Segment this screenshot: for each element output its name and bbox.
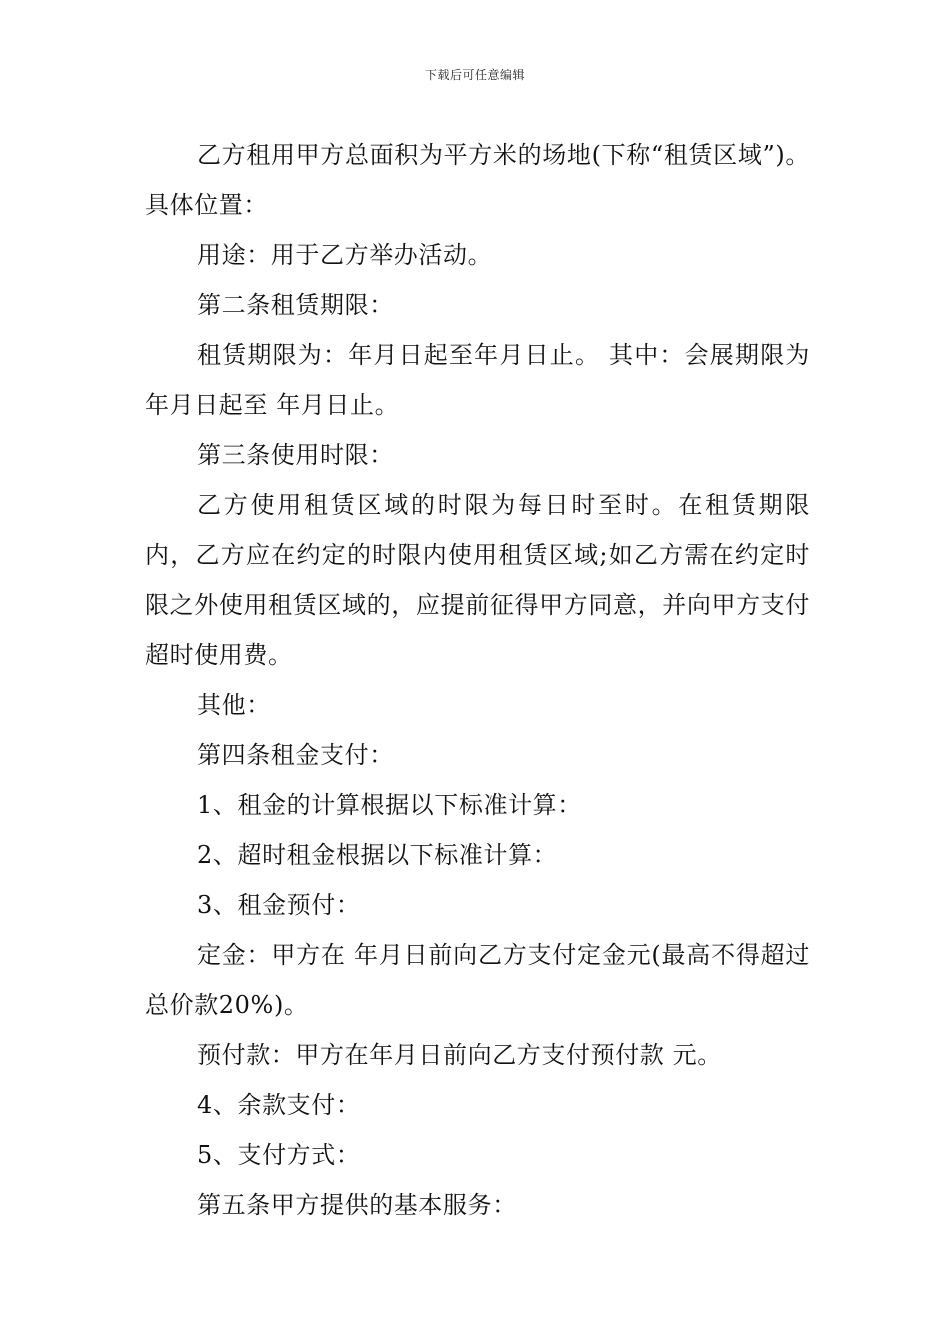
list-item-rent-prepayment: 3、租金预付： — [197, 891, 361, 919]
list-item-overtime-rent: 2、超时租金根据以下标准计算： — [197, 841, 558, 869]
page-header-note: 下载后可任意编辑 — [424, 68, 525, 82]
heading-article-2: 第二条租赁期限： — [197, 291, 394, 319]
paragraph-other: 其他： — [197, 691, 271, 719]
paragraph-deposit: 定金：甲方在 年月日前向乙方支付定金元(最高不得超过总价款20%)。 — [145, 941, 810, 1019]
heading-article-3: 第三条使用时限： — [197, 441, 394, 469]
document-body — [145, 130, 810, 1230]
list-item-rent-calculation: 1、租金的计算根据以下标准计算： — [197, 791, 582, 819]
heading-article-5: 第五条甲方提供的基本服务： — [197, 1191, 517, 1219]
paragraph-usage-hours: 乙方使用租赁区域的时限为每日时至时。在租赁期限内，乙方应在约定的时限内使用租赁区域;如乙方需在约定时限之外使用租赁区域的，应提前征得甲方同意，并向甲方支付超时使用费。 — [145, 491, 810, 669]
list-item-balance-payment: 4、余款支付： — [197, 1091, 361, 1119]
paragraph-advance-payment: 预付款：甲方在年月日前向乙方支付预付款 元。 — [197, 1041, 722, 1069]
list-item-payment-method: 5、支付方式： — [197, 1141, 361, 1169]
heading-article-4: 第四条租金支付： — [197, 741, 394, 769]
paragraph-rental-area: 乙方租用甲方总面积为平方米的场地(下称“租赁区域”)。 具体位置： — [145, 141, 810, 219]
paragraph-purpose: 用途：用于乙方举办活动。 — [197, 241, 493, 269]
paragraph-lease-term: 租赁期限为：年月日起至年月日止。 其中：会展期限为 年月日起至 年月日止。 — [145, 341, 810, 419]
